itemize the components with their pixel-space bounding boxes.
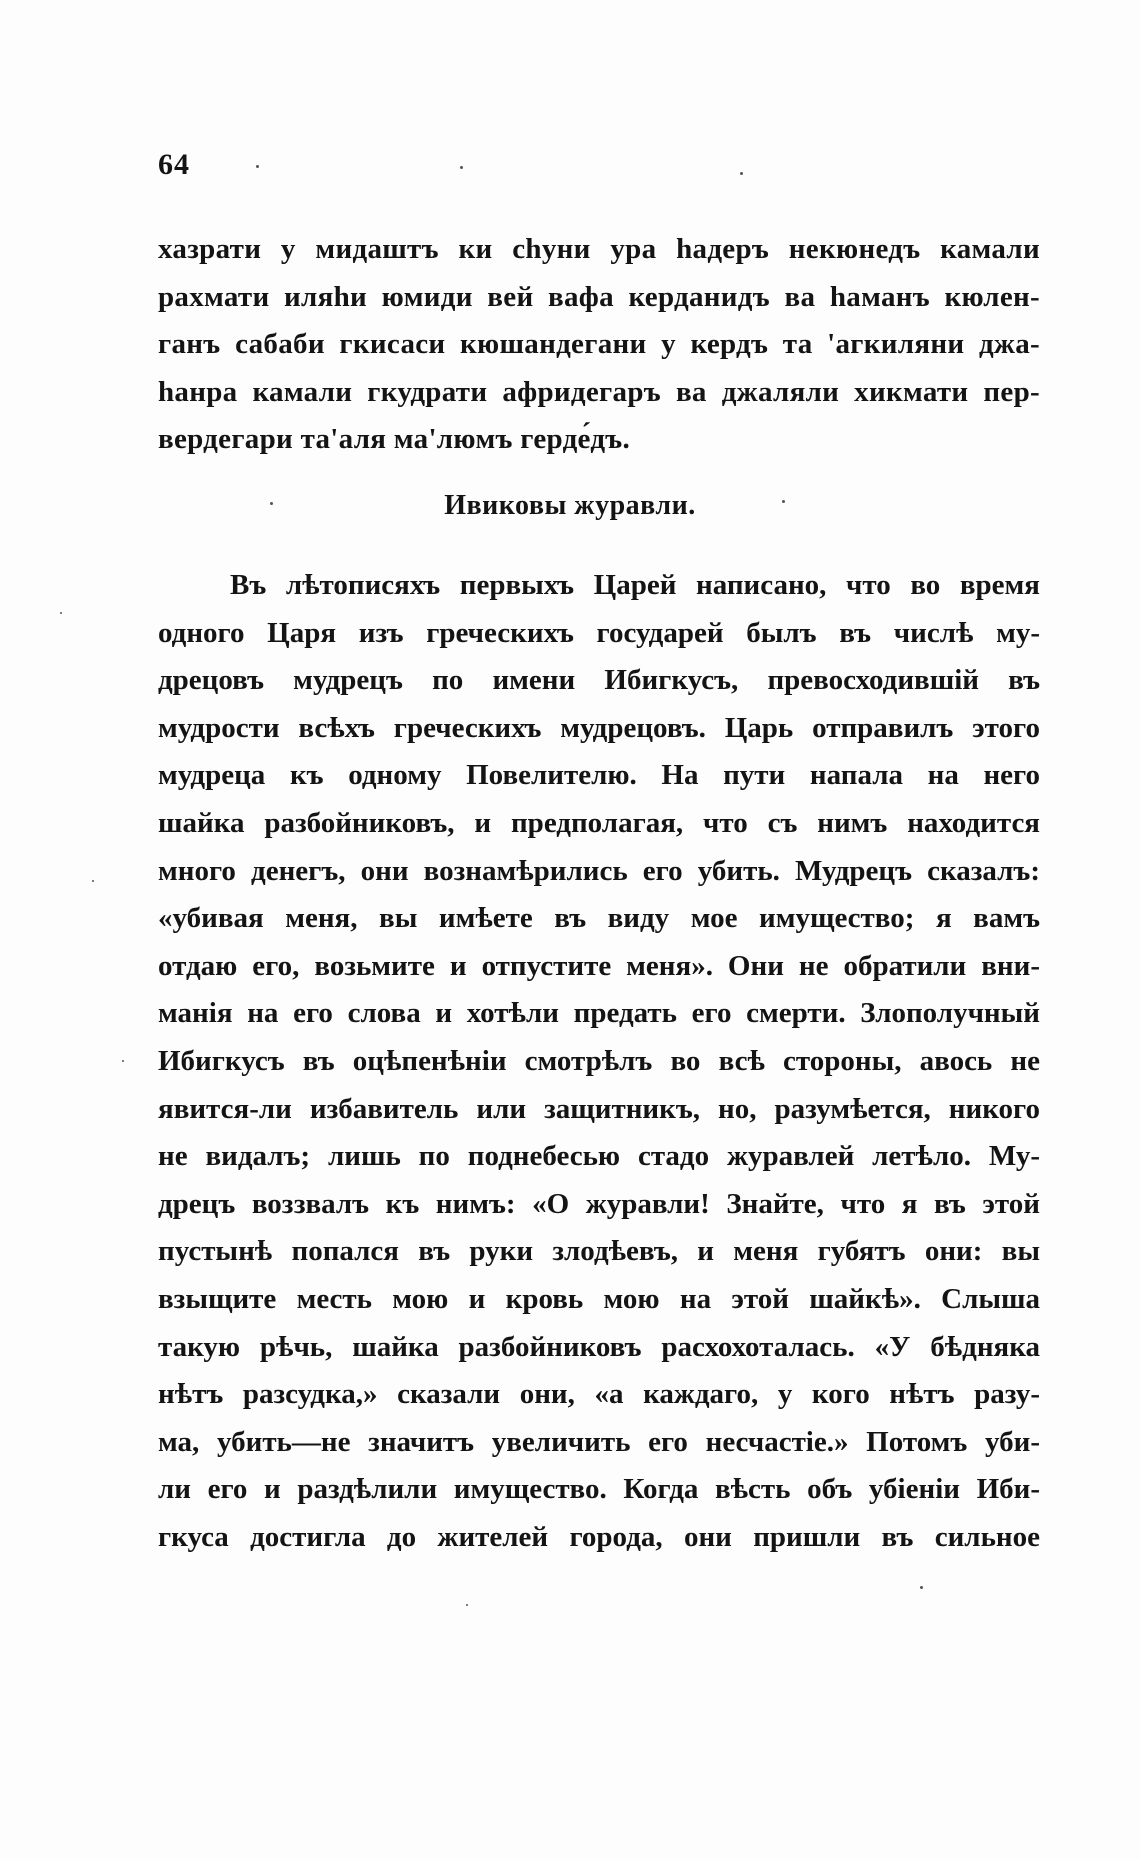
text-line: «убивая меня, вы имѣете въ виду мое имущество; я вамъ	[158, 902, 1040, 935]
text-line: hанра камали гкудрати афридегаръ ва джаляли хикмати пер-	[158, 375, 1040, 408]
scan-speck	[460, 166, 463, 169]
text-line: нѣтъ разсудка,» сказали они, «а каждаго, у кого нѣтъ разу-	[158, 1378, 1040, 1411]
text-line: хазрати у мидаштъ ки сhуни ура hадеръ некюнедъ камали	[158, 233, 1040, 265]
scan-speck	[256, 165, 259, 168]
text-line: такую рѣчь, шайка разбойниковъ расхохоталась. «У бѣдняка	[158, 1330, 1040, 1363]
text-line: дрецовъ мудрецъ по имени Ибигкусъ, превосходившiй въ	[158, 664, 1040, 697]
text-line: ганъ сабаби гкисаси кюшандегани у кердъ та 'агкиляни джа-	[158, 328, 1040, 361]
scan-speck	[920, 1586, 923, 1589]
text-line: Ибигкусъ въ оцѣпенѣнiи смотрѣлъ во всѣ стороны, авось не	[158, 1044, 1040, 1077]
scan-speck	[782, 500, 785, 503]
text-line: пустынѣ попался въ руки злодѣевъ, и меня губятъ они: вы	[158, 1235, 1040, 1268]
scan-speck	[466, 1604, 468, 1606]
text-line: шайка разбойниковъ, и предполагая, что съ нимъ находится	[158, 806, 1040, 839]
text-line: одного Царя изъ греческихъ государей былъ въ числѣ му-	[158, 616, 1040, 649]
scan-speck	[740, 172, 743, 175]
scan-speck	[270, 502, 273, 505]
text-line: мудреца къ одному Повелителю. На пути напала на него	[158, 759, 1040, 792]
text-line: отдаю его, возьмите и отпустите меня». Они не обратили вни-	[158, 949, 1040, 982]
text-line: ли его и раздѣлили имущество. Когда вѣсть объ убiенiи Иби-	[158, 1473, 1040, 1506]
text-line: не видалъ; лишь по поднебесью стадо журавлей летѣло. Му-	[158, 1140, 1040, 1173]
scan-speck	[92, 880, 94, 882]
section-heading: Ивиковы журавли.	[444, 490, 696, 521]
scan-speck	[122, 1060, 124, 1062]
story-paragraph	[158, 562, 1040, 1561]
text-line: Въ лѣтописяхъ первыхъ Царей написано, что во время	[230, 569, 1040, 601]
text-line: рахмати иляhи юмиди вей вафа керданидъ ва hаманъ кюлен-	[158, 280, 1040, 313]
page-number: 64	[158, 148, 190, 181]
text-line: мудрости всѣхъ греческихъ мудрецовъ. Царь отправилъ этого	[158, 711, 1040, 744]
text-line: манiя на его слова и хотѣли предать его смерти. Злополучный	[158, 997, 1040, 1030]
text-line: взыщите месть мою и кровь мою на этой шайкѣ». Слыша	[158, 1282, 1040, 1315]
text-line: ма, убить—не значитъ увеличить его несчастiе.» Потомъ уби-	[158, 1425, 1040, 1458]
text-line: гкуса достигла до жителей города, они пришли въ сильное	[158, 1520, 1040, 1553]
scan-speck	[60, 612, 62, 614]
text-line: явится-ли избавитель или защитникъ, но, разумѣется, никого	[158, 1092, 1040, 1125]
text-line: много денегъ, они вознамѣрились его убить. Мудрецъ сказалъ:	[158, 854, 1040, 887]
text-line: вердегари та'аля ма'люмъ герде́дъ.	[158, 423, 631, 456]
intro-paragraph	[158, 226, 1040, 464]
text-line: дрецъ воззвалъ къ нимъ: «О журавли! Знайте, что я въ этой	[158, 1187, 1040, 1220]
